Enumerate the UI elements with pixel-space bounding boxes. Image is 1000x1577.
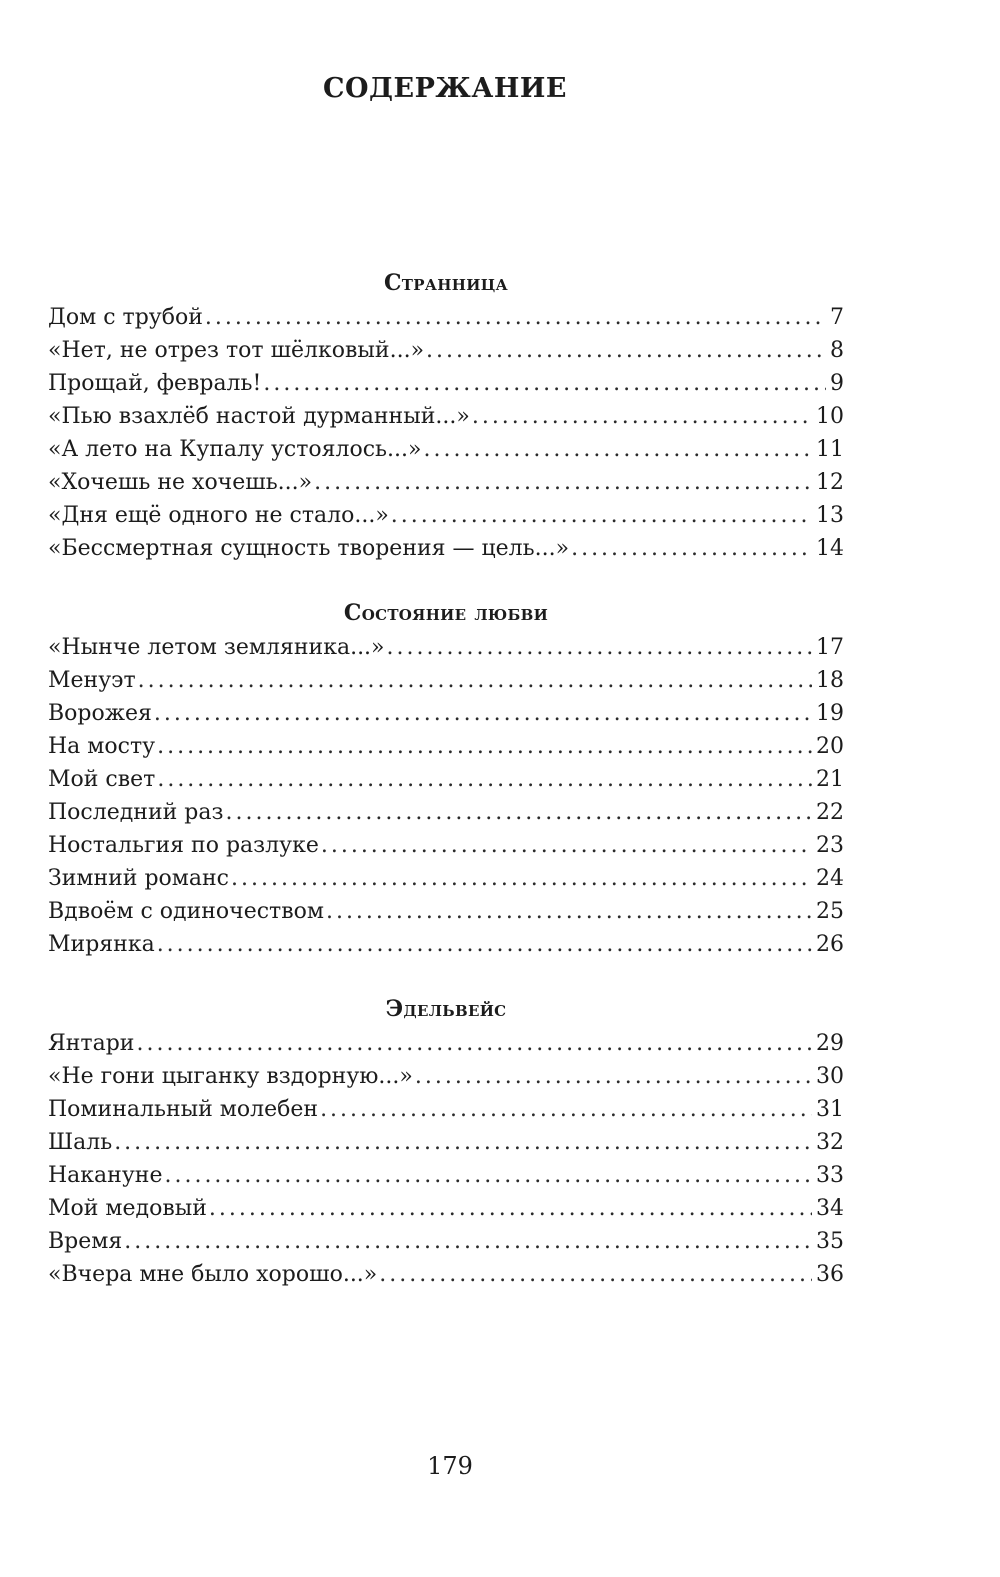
entry-title: Время <box>48 1229 123 1254</box>
dot-leader <box>321 829 812 862</box>
entry-title: «Нет, не отрез тот шёлковый...» <box>48 338 425 363</box>
entry-title: Мирянка <box>48 932 155 957</box>
entry-title: Поминальный молебен <box>48 1097 319 1122</box>
toc-entry <box>48 400 844 433</box>
entry-page-number: 34 <box>816 1196 844 1221</box>
entry-page-number: 25 <box>816 899 844 924</box>
toc-entry <box>48 499 844 532</box>
entry-title: Накануне <box>48 1163 163 1188</box>
entry-page-number: 17 <box>816 635 844 660</box>
toc-entry <box>48 1027 844 1060</box>
dot-leader <box>157 763 812 796</box>
entry-title: Дом с трубой <box>48 305 203 330</box>
entry-page-number: 29 <box>816 1031 844 1056</box>
dot-leader <box>114 1126 812 1159</box>
dot-leader <box>387 631 812 664</box>
entry-title: Последний раз <box>48 800 224 825</box>
dot-leader <box>472 400 812 433</box>
entry-page-number: 10 <box>816 404 844 429</box>
toc-section-stranitsa <box>48 265 844 565</box>
toc-entry <box>48 532 844 565</box>
dot-leader <box>423 433 812 466</box>
entry-title: «Не гони цыганку вздорную...» <box>48 1064 413 1089</box>
dot-leader <box>314 466 812 499</box>
entry-title: Ворожея <box>48 701 152 726</box>
entry-title: Шаль <box>48 1130 113 1155</box>
toc-entry <box>48 1060 844 1093</box>
dot-leader <box>231 862 812 895</box>
entry-title: «Дня ещё одного не стало...» <box>48 503 389 528</box>
entry-title: «А лето на Купалу устоялось...» <box>48 437 422 462</box>
entry-title: Мой медовый <box>48 1196 207 1221</box>
toc-entry <box>48 1126 844 1159</box>
toc-section-edelveis <box>48 991 844 1291</box>
entry-title: На мосту <box>48 734 156 759</box>
entry-page-number: 7 <box>830 305 844 330</box>
entry-page-number: 19 <box>816 701 844 726</box>
dot-leader <box>157 928 812 961</box>
dot-leader <box>571 532 812 565</box>
page-title: СОДЕРЖАНИЕ <box>323 73 567 104</box>
page-number: 179 <box>427 1452 473 1480</box>
toc-entry <box>48 1258 844 1291</box>
entry-page-number: 23 <box>816 833 844 858</box>
section-heading: Странница <box>383 270 509 296</box>
toc-entry <box>48 367 844 400</box>
dot-leader <box>263 367 826 400</box>
toc-entry <box>48 631 844 664</box>
entry-title: Ностальгия по разлуке <box>48 833 319 858</box>
toc-entry <box>48 928 844 961</box>
toc-entry <box>48 1093 844 1126</box>
dot-leader <box>326 895 812 928</box>
dot-leader <box>136 1027 812 1060</box>
toc-entry <box>48 1225 844 1258</box>
entry-page-number: 8 <box>830 338 844 363</box>
entry-page-number: 12 <box>816 470 844 495</box>
entry-page-number: 31 <box>816 1097 844 1122</box>
entry-page-number: 21 <box>816 767 844 792</box>
entry-title: Прощай, февраль! <box>48 371 262 396</box>
entry-page-number: 33 <box>816 1163 844 1188</box>
dot-leader <box>379 1258 812 1291</box>
entry-title: Янтари <box>48 1031 135 1056</box>
toc-entry <box>48 334 844 367</box>
dot-leader <box>320 1093 812 1126</box>
entry-page-number: 36 <box>816 1262 844 1287</box>
entry-title: Мой свет <box>48 767 156 792</box>
toc-entry <box>48 730 844 763</box>
toc-entry <box>48 1159 844 1192</box>
dot-leader <box>225 796 812 829</box>
entry-page-number: 26 <box>816 932 844 957</box>
entry-page-number: 35 <box>816 1229 844 1254</box>
dot-leader <box>209 1192 812 1225</box>
section-heading: Эдельвейс <box>385 996 507 1022</box>
entry-page-number: 20 <box>816 734 844 759</box>
entry-page-number: 18 <box>816 668 844 693</box>
dot-leader <box>391 499 812 532</box>
entry-page-number: 32 <box>816 1130 844 1155</box>
toc-entry <box>48 763 844 796</box>
dot-leader <box>164 1159 812 1192</box>
toc-section-sostoyanie-lyubvi <box>48 595 844 961</box>
dot-leader <box>426 334 826 367</box>
entry-page-number: 30 <box>816 1064 844 1089</box>
toc-entry <box>48 862 844 895</box>
entry-page-number: 14 <box>816 536 844 561</box>
entry-page-number: 22 <box>816 800 844 825</box>
entry-page-number: 13 <box>816 503 844 528</box>
entry-page-number: 11 <box>816 437 844 462</box>
entry-page-number: 24 <box>816 866 844 891</box>
dot-leader <box>124 1225 812 1258</box>
entry-title: «Бессмертная сущность творения — цель...» <box>48 536 570 561</box>
toc-entry <box>48 697 844 730</box>
dot-leader <box>415 1060 812 1093</box>
entry-title: «Вчера мне было хорошо...» <box>48 1262 378 1287</box>
entry-page-number: 9 <box>830 371 844 396</box>
toc-entry <box>48 796 844 829</box>
entry-title: Вдвоём с одиночеством <box>48 899 324 924</box>
dot-leader <box>154 697 812 730</box>
dot-leader <box>138 664 812 697</box>
entry-title: Зимний романс <box>48 866 230 891</box>
entry-title: «Хочешь не хочешь...» <box>48 470 313 495</box>
toc-entry <box>48 301 844 334</box>
toc-entry <box>48 829 844 862</box>
section-heading: Состояние любви <box>343 600 549 626</box>
toc-entry <box>48 433 844 466</box>
toc-entry <box>48 664 844 697</box>
toc-entry <box>48 895 844 928</box>
toc-entry <box>48 466 844 499</box>
toc-entry <box>48 1192 844 1225</box>
entry-title: Менуэт <box>48 668 136 693</box>
entry-title: «Пью взахлёб настой дурманный...» <box>48 404 470 429</box>
dot-leader <box>157 730 812 763</box>
entry-title: «Нынче летом земляника...» <box>48 635 385 660</box>
dot-leader <box>205 301 826 334</box>
